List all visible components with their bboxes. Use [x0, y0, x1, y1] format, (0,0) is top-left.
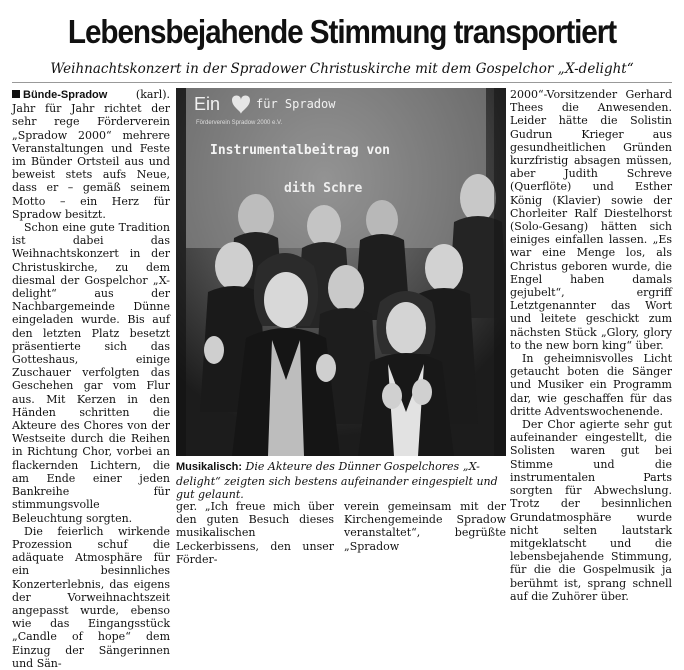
- article-column-3: verein gemeinsam mit der Kirchengemeinde Spradow veranstaltet“, begrüßte „Spradow: [344, 500, 506, 553]
- headline: Lebensbejahende Stimmung transportiert: [67, 13, 617, 50]
- article-column-1: [12, 88, 170, 670]
- paragraph: In geheimnisvolles Licht getaucht boten die Sänger und Musiker ein Programm dar, wie geschaffen für das dritte Adventswochenende.: [510, 352, 672, 418]
- article-column-2: ger. „Ich freue mich über den guten Besuch dieses musikalischen Leckerbissens, den unser Förder-: [176, 500, 334, 566]
- caption-text: Die Akteure des Dünner Gospelchores „X-delight“ zeigten sich bestens aufeinander eingespielt und gut gelaunt.: [176, 460, 498, 501]
- banner-text: für Spradow: [256, 97, 336, 111]
- paragraph: Schon eine gute Tradition ist dabei das Weihnachtskonzert in der Christuskirche, zu dem diesmal der Gospelchor „X-delight“ aus der Nachbargemeinde Dünne eingeladen wurde. Bis auf den letzten Platz besetzt präsentierte sich das Gotteshaus, einige Zuschauer verfolgten das Geschehen gar vom Flur aus. Mit Kerzen in den Händen schritten die Akteure des Chores von der Westseite durch die Reihen in Richtung Chor, vorbei an flackernden Lichtern, die am Ende einer jeden Bankreihe für stimmungsvolle Beleuchtung sorgten.: [12, 221, 170, 525]
- choir-photo: [176, 88, 506, 456]
- choir-photo-image: [176, 88, 506, 456]
- paragraph: 2000“-Vorsitzender Gerhard Thees die Anwesenden. Leider hätte die Solistin Gudrun Krieger aus gesundheitlichen Gründen kurzfristig absagen müssen, aber Judith Schreve (Querflöte) und Esther König (Klavier) sowie der Chorleiter Ralf Diestelhorst (Solo-Gesang) hätten sich einiges einfallen lassen. „Es war eine Menge los, als Christus geboren wurde, die Engel haben damals gejubelt“, ergriff Letztgenannter das Wort und leitete geschickt zum nächsten Stück „Glory, glory to the new born king“ über.: [510, 88, 672, 352]
- article-column-4: [510, 88, 672, 603]
- paragraph: [12, 88, 170, 221]
- dateline: Bünde-Spradow: [23, 89, 108, 101]
- paragraph: Die feierlich wirkende Prozession schuf die adäquate Atmosphäre für ein besinnliches Konzerterlebnis, das eigens der Vorweihnachtszeit angepasst wurde, ebenso wie das Eingangsstück „Candle of hope“ dem Einzug der Sängerinnen und Sän-: [12, 524, 170, 670]
- banner-text: Ein: [194, 94, 221, 114]
- paragraph-text: (karl). Jahr für Jahr richtet der sehr rege Förderverein „Spradow 2000“ mehrere Veranstaltungen und Feste im Bünder Ortsteil aus und beweist stets aufs Neue, dass er – gemäß seinem Motto – ein Herz für Spradow besitzt.: [12, 88, 170, 221]
- banner-name: dith Schre: [284, 181, 363, 196]
- banner-subtext: Förderverein Spradow 2000 e.V.: [196, 120, 283, 126]
- subheadline: Weihnachtskonzert in der Spradower Christuskirche mit dem Gospelchor „X-delight“: [50, 61, 634, 77]
- photo-caption: [176, 460, 506, 502]
- banner-title: Instrumentalbeitrag von: [210, 143, 391, 158]
- bullet-square-icon: [12, 90, 20, 98]
- divider: [12, 82, 672, 83]
- caption-lead: Musikalisch:: [176, 461, 243, 473]
- paragraph: Der Chor agierte sehr gut aufeinander eingestellt, die Solisten waren gut bei Stimme und die instrumentalen Parts sorgten für Abwechslung. Trotz der besinnlichen Grundatmosphäre wurde nicht selten lautstark mitgeklatscht und die lebensbejahende Stimmung, für die die Gospelmusik ja berühmt ist, sprang schnell auf die Zuhörer über.: [510, 418, 672, 603]
